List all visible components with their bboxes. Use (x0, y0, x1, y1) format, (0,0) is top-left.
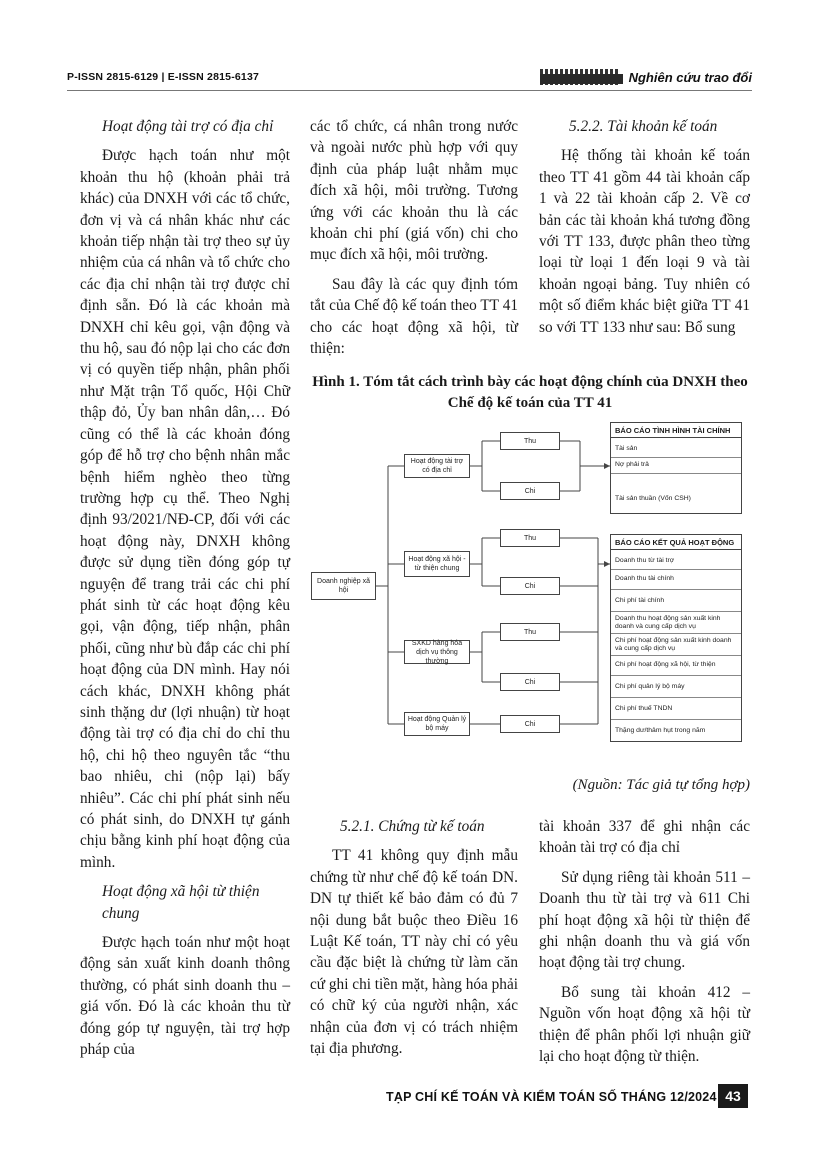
paragraph: TT 41 không quy định mẫu chứng từ như chế độ kế toán DN. DN tự thiết kế bảo đảm có đủ 7 nội dung bắt buộc theo Điều 16 Luật Kế toán, TT này chỉ có yêu cầu đặc biệt là chứng từ làm căn cứ ghi chi tiền mặt, hàng hóa phải có chữ ký của người nhận, xác nhận của đơn vị có trách nhiệm tại địa phương. (310, 847, 518, 1058)
subheading-targeted-sponsorship: Hoạt động tài trợ có địa chỉ (102, 118, 274, 135)
issn-header: P-ISSN 2815-6129 | E-ISSN 2815-6137 (67, 71, 260, 83)
report-title: BÁO CÁO KẾT QUẢ HOẠT ĐỘNG (611, 535, 741, 550)
page-number: 43 (718, 1084, 748, 1108)
paragraph: Sau đây là các quy định tóm tắt của Chế độ kế toán theo TT 41 cho các hoạt động xã hội, từ thiện: (310, 275, 518, 358)
thu-box: Thu (500, 529, 560, 547)
report-item: Doanh thu hoạt động sản xuất kinh doanh và cung cấp dịch vụ (615, 615, 721, 630)
root-box: Doanh nghiệp xã hội (311, 572, 376, 600)
report-item: Chi phí hoạt động sản xuất kinh doanh và cung cấp dịch vụ (615, 637, 732, 652)
chi-box: Chi (500, 482, 560, 500)
report-item: Tài sản thuần (Vốn CSH) (615, 495, 691, 502)
report-item: Thặng dư/thâm hụt trong năm (615, 727, 706, 734)
column-3-top (539, 116, 750, 338)
report-item: Chi phí quản lý bộ máy (615, 683, 685, 690)
figure-title: Hình 1. Tóm tắt cách trình bày các hoạt động chính của DNXH theo Chế độ kế toán của TT 41 (312, 374, 748, 411)
figure-source: (Nguồn: Tác giả tự tổng hợp) (572, 777, 750, 793)
report-title: BÁO CÁO TÌNH HÌNH TÀI CHÍNH (611, 423, 741, 438)
journal-footer: TẠP CHÍ KẾ TOÁN VÀ KIỂM TOÁN SỐ THÁNG 12/2024 (386, 1090, 717, 1104)
column-2-top (310, 116, 518, 359)
report-item: Doanh thu tài chính (615, 575, 674, 582)
header-divider (67, 90, 752, 91)
report-item: Tài sản (615, 445, 638, 452)
paragraph: Hệ thống tài khoản kế toán theo TT 41 gồm 44 tài khoản cấp 1 và 22 tài khoản cấp 2. Về cơ bản các tài khoản khá tương đồng với TT 133, được phân theo từng loại từ loại 1 đến loại 9 và tài khoản ngoại bảng. Tuy nhiên có một số điểm khác biệt giữa TT 41 so với TT 133 như sau: Bổ sung (539, 147, 750, 336)
figure-diagram (310, 414, 750, 746)
report-item: Doanh thu từ tài trợ (615, 557, 675, 564)
financial-position-report (610, 422, 742, 514)
thu-box: Thu (500, 432, 560, 450)
chi-box: Chi (500, 577, 560, 595)
section-title: Nghiên cứu trao đổi (623, 70, 752, 85)
report-item: Chi phí tài chính (615, 597, 665, 604)
paragraph: Sử dụng riêng tài khoản 511 – Doanh thu từ tài trợ và 611 Chi phí hoạt động xã hội từ thiện để ghi nhận doanh thu và giá vốn hoạt động tài trợ chung. (539, 868, 750, 972)
report-item: Nợ phải trả (615, 461, 649, 468)
paragraph: Được hạch toán như một hoạt động sản xuất kinh doanh thông thường, có phát sinh doanh thu – giá vốn. Đó là các khoản thu từ đóng góp tự nguyện, tài trợ hợp pháp của (80, 934, 290, 1059)
group-box-targeted: Hoạt động tài trợ có địa chỉ (404, 454, 470, 478)
chi-box: Chi (500, 673, 560, 691)
subheading-vouchers: 5.2.1. Chứng từ kế toán (340, 818, 485, 835)
report-item: Chi phí hoạt động xã hội, từ thiện (615, 661, 716, 668)
paragraph: tài khoản 337 để ghi nhận các khoản tài trợ có địa chỉ (539, 818, 750, 857)
report-item: Chi phí thuế TNDN (615, 705, 673, 712)
paragraph: Được hạch toán như một khoản thu hộ (khoản phải trả khác) của DNXH với các tổ chức, đơn vị và cá nhân khác như các khoản tiếp nhận tài trợ theo sự ủy nhiệm của cá nhân và tổ chức cho các địa chỉ nhận tài trợ được chỉ định sẵn. Đó là các khoản mà DNXH chỉ kêu gọi, vận động và thu hộ, sau đó nộp lại cho các đơn vị có quyền tiếp nhận, phân phối như Mặt trận Tổ quốc, Hội Chữ thập đỏ, Ủy ban nhân dân,… Đó cũng có thể là các khoản đóng góp để hỗ trợ cho bệnh nhân mắc bệnh hiểm nghèo theo từng trường hợp cụ thể. Theo Nghị định 93/2021/NĐ-CP, đối với các hoạt động này, DNXH không được sử dụng tiền đóng góp tự nguyện để trang trải các chi phí phát sinh từ các hoạt động kêu gọi, vận động, tiếp nhận, phân phối, cũng như bù đắp các chi phí hoạt động của DN mình. Hay nói cách khác, DNXH không phát sinh thặng dư (lợi nhuận) từ hoạt động tài trợ có địa chỉ do chỉ thu hộ, chi hộ theo nguyên tắc “thu bao nhiêu, chi (nộp lại) bấy nhiêu”. Các chi phí phát sinh nếu có phát sinh, do DNXH tự gánh chịu bằng kinh phí hoạt động của mình. (80, 147, 290, 871)
group-box-business: SXKD hàng hóa dịch vụ thông thường (404, 640, 470, 664)
operating-results-report (610, 534, 742, 742)
paragraph: các tổ chức, cá nhân trong nước và ngoài nước phù hợp với quy định của pháp luật nhằm mục đích xã hội, môi trường. Tương ứng với các khoản thu là các khoản chi phí (giá vốn) chi cho mục đích xã hội, môi trường. (310, 118, 518, 264)
paragraph: Bổ sung tài khoản 412 – Nguồn vốn hoạt động xã hội từ thiện để phân phối lợi nhuận giữ lại cho hoạt động từ thiện. (539, 983, 750, 1066)
column-1 (80, 116, 290, 1060)
subheading-general-charity: Hoạt động xã hội từ thiện chung (102, 883, 260, 922)
group-box-charity: Hoạt động xã hội - từ thiện chung (404, 551, 470, 577)
column-3-bottom (539, 816, 750, 1067)
thu-box: Thu (500, 623, 560, 641)
column-2-bottom (310, 816, 518, 1059)
subheading-accounts: 5.2.2. Tài khoản kế toán (569, 118, 718, 135)
chi-box: Chi (500, 715, 560, 733)
group-box-management: Hoạt động Quản lý bộ máy (404, 712, 470, 736)
